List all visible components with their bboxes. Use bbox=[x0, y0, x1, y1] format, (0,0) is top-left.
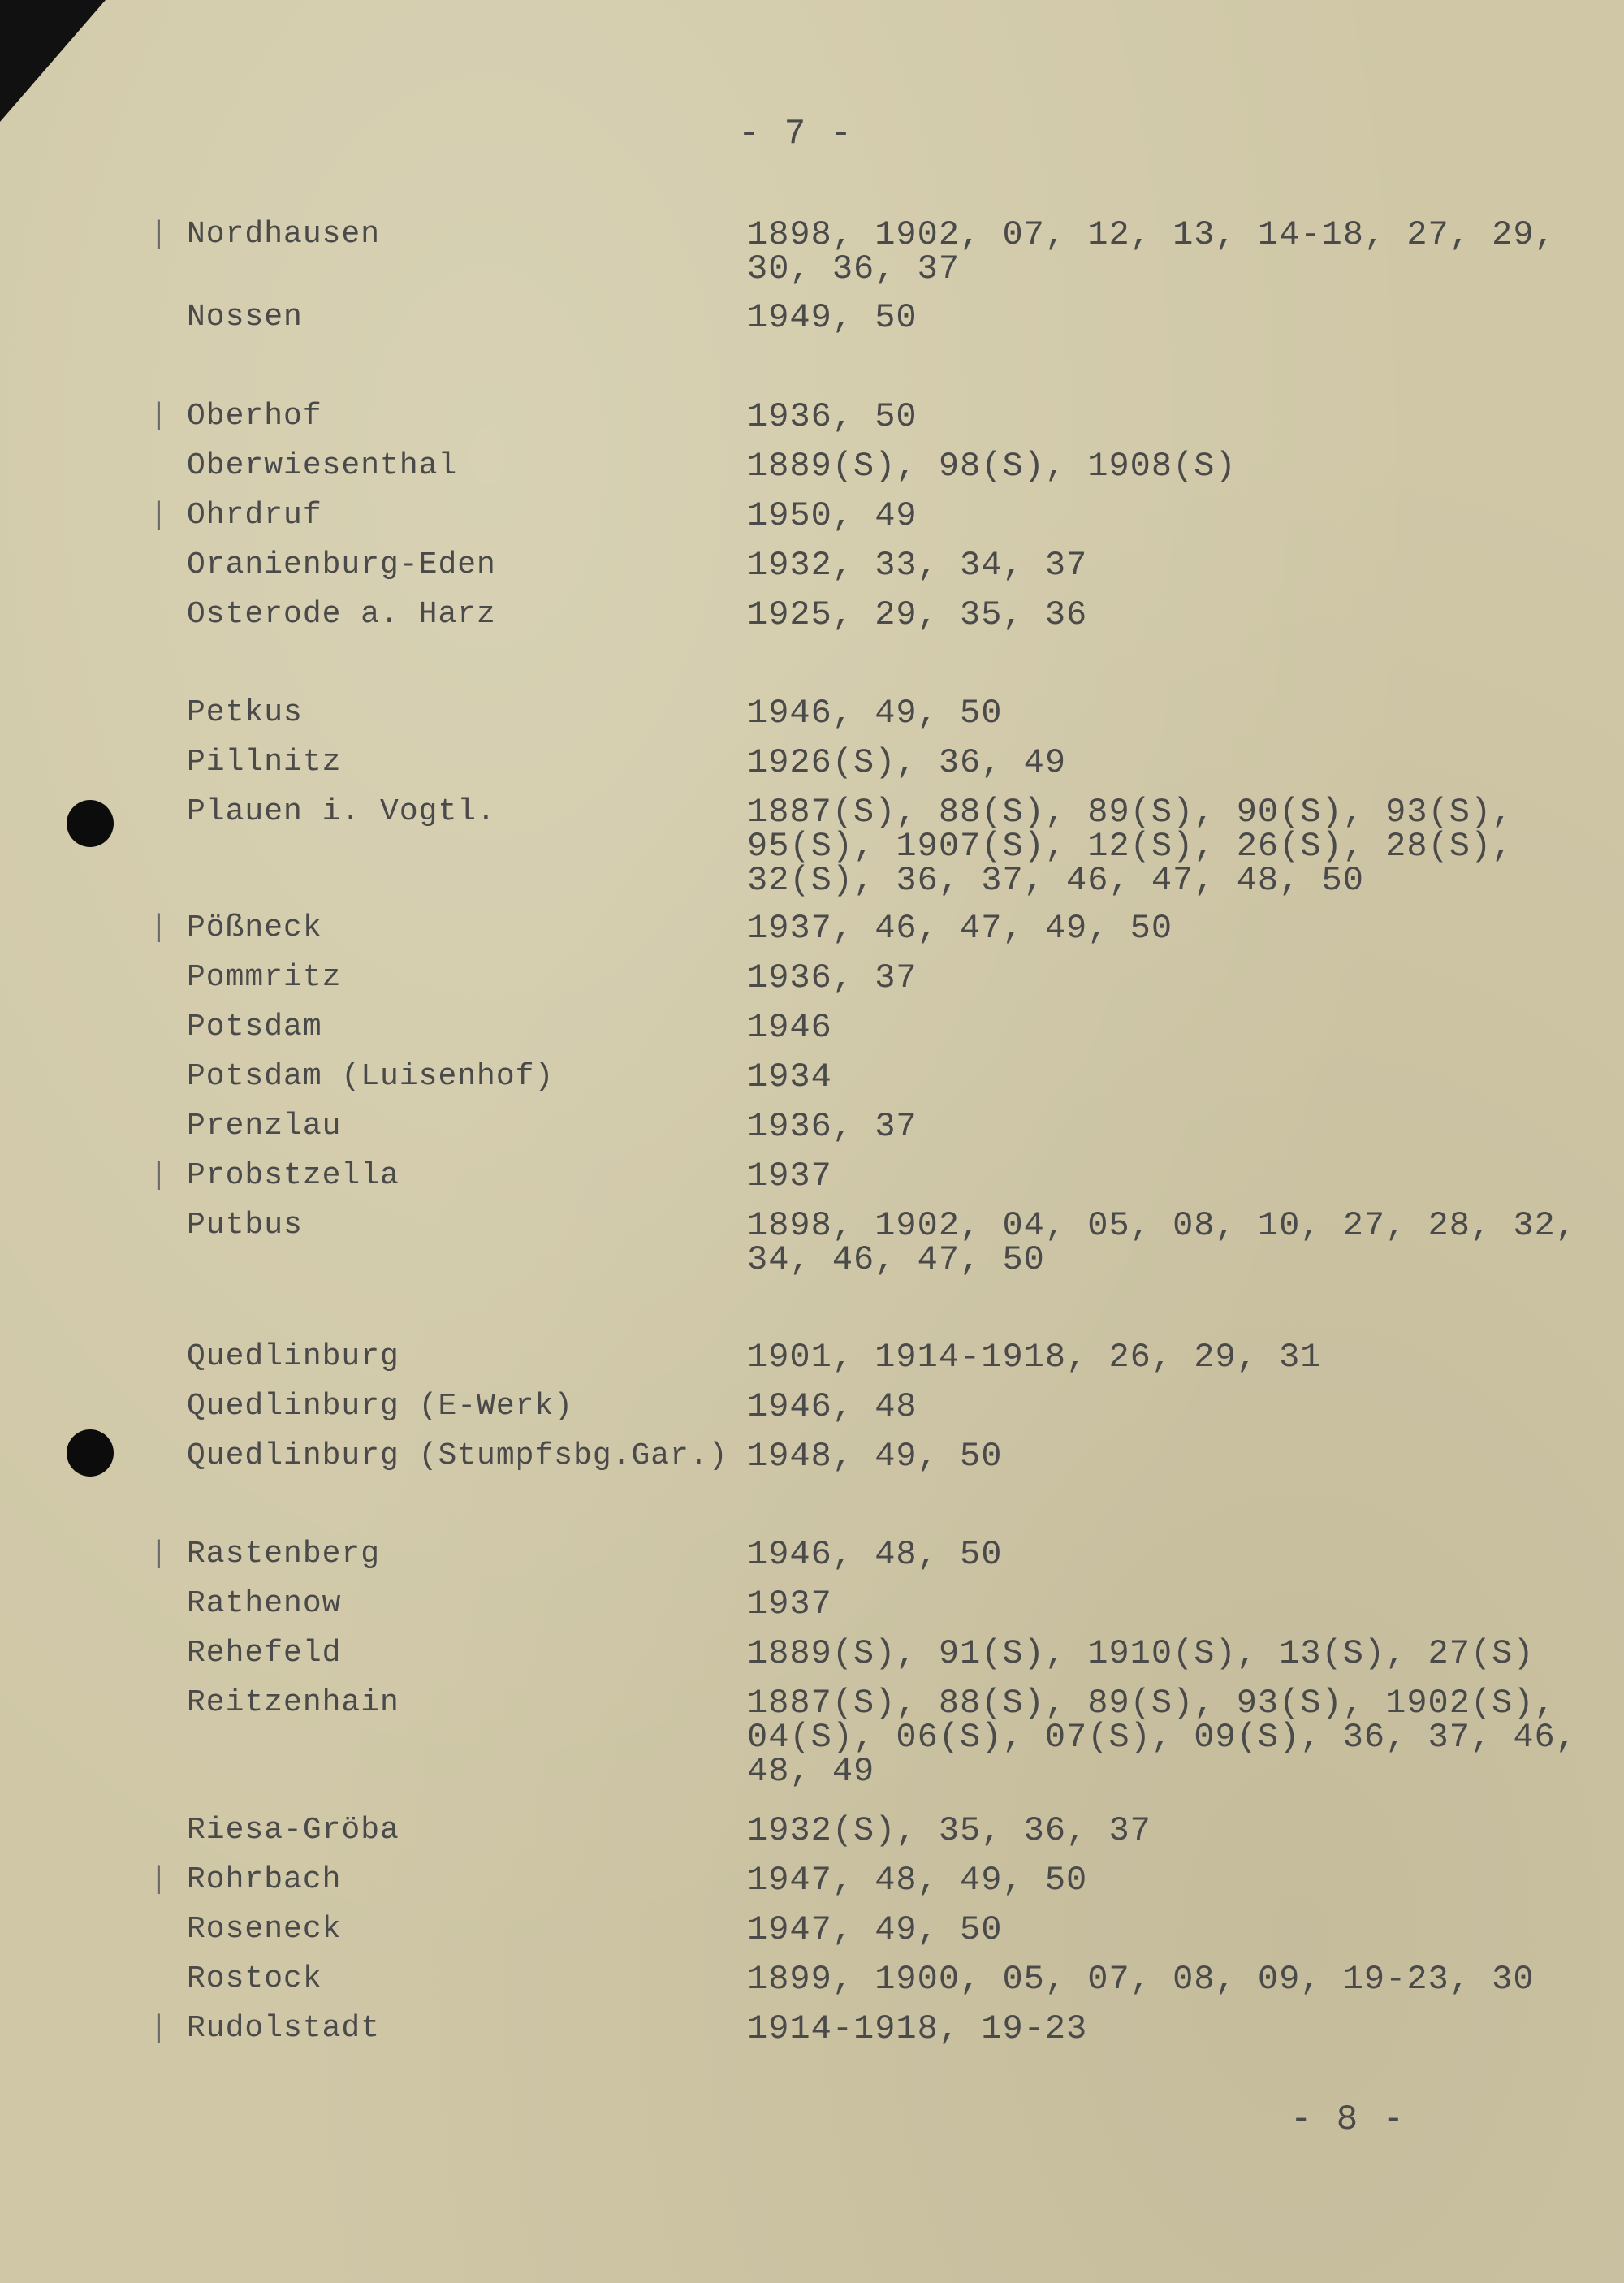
years-list: 1914-1918, 19-23 bbox=[747, 2009, 1088, 2048]
place-name: Osterode a. Harz bbox=[187, 597, 496, 632]
place-name: Putbus bbox=[187, 1208, 303, 1243]
place-name: Rehefeld bbox=[187, 1636, 342, 1671]
years-list: 1937 bbox=[747, 1157, 832, 1196]
years-list: 1946, 49, 50 bbox=[747, 694, 1003, 733]
years-list: 1889(S), 91(S), 1910(S), 13(S), 27(S) bbox=[747, 1634, 1535, 1673]
years-list: 1898, 1902, 07, 12, 13, 14-18, 27, 29, 30, 36, 37 bbox=[747, 215, 1556, 288]
place-name: Riesa-Gröba bbox=[187, 1813, 400, 1848]
place-name: Oberwiesenthal bbox=[187, 448, 458, 483]
place-name: Potsdam bbox=[187, 1010, 322, 1044]
place-name: Rastenberg bbox=[187, 1537, 381, 1572]
years-list: 1887(S), 88(S), 89(S), 90(S), 93(S), 95(S), 1907(S), 12(S), 26(S), 28(S), 32(S), 36, 37, 46, 47, 48, 50 bbox=[747, 793, 1514, 900]
years-list: 1932, 33, 34, 37 bbox=[747, 546, 1088, 585]
margin-mark: | bbox=[149, 1862, 168, 1897]
years-list: 1887(S), 88(S), 89(S), 93(S), 1902(S), 04(S), 06(S), 07(S), 09(S), 36, 37, 46, 48, 49 bbox=[747, 1684, 1577, 1791]
place-name: Quedlinburg (Stumpfsbg.Gar.) bbox=[187, 1438, 728, 1473]
years-list: 1926(S), 36, 49 bbox=[747, 743, 1067, 782]
years-list: 1934 bbox=[747, 1057, 832, 1096]
years-list: 1899, 1900, 05, 07, 08, 09, 19-23, 30 bbox=[747, 1960, 1535, 1999]
years-list: 1937, 46, 47, 49, 50 bbox=[747, 909, 1173, 948]
years-list: 1925, 29, 35, 36 bbox=[747, 595, 1088, 634]
years-list: 1937 bbox=[747, 1585, 832, 1624]
place-name: Nordhausen bbox=[187, 217, 381, 252]
place-name: Nossen bbox=[187, 300, 303, 335]
margin-mark: | bbox=[149, 498, 168, 533]
years-list: 1901, 1914-1918, 26, 29, 31 bbox=[747, 1338, 1322, 1377]
years-list: 1946 bbox=[747, 1008, 832, 1047]
place-name: Roseneck bbox=[187, 1912, 342, 1947]
margin-mark: | bbox=[149, 217, 168, 252]
place-name: Rathenow bbox=[187, 1586, 342, 1621]
place-name: Petkus bbox=[187, 695, 303, 730]
place-name: Oberhof bbox=[187, 399, 322, 434]
years-list: 1936, 37 bbox=[747, 958, 918, 997]
years-list: 1947, 48, 49, 50 bbox=[747, 1861, 1088, 1900]
place-name: Prenzlau bbox=[187, 1109, 342, 1144]
years-list: 1936, 37 bbox=[747, 1107, 918, 1146]
page-number: - 7 - bbox=[737, 114, 854, 154]
place-name: Probstzella bbox=[187, 1158, 400, 1193]
place-name: Ohrdruf bbox=[187, 498, 322, 533]
years-list: 1950, 49 bbox=[747, 496, 918, 535]
place-name: Reitzenhain bbox=[187, 1685, 400, 1720]
place-name: Quedlinburg (E-Werk) bbox=[187, 1389, 574, 1424]
margin-mark: | bbox=[149, 2011, 168, 2046]
margin-mark: | bbox=[149, 1537, 168, 1572]
margin-mark: | bbox=[149, 1158, 168, 1193]
years-list: 1946, 48 bbox=[747, 1387, 918, 1426]
years-list: 1898, 1902, 04, 05, 08, 10, 27, 28, 32, 34, 46, 47, 50 bbox=[747, 1206, 1577, 1279]
place-name: Oranienburg-Eden bbox=[187, 547, 496, 582]
place-name: Pommritz bbox=[187, 960, 342, 995]
place-name: Potsdam (Luisenhof) bbox=[187, 1059, 555, 1094]
years-list: 1947, 49, 50 bbox=[747, 1910, 1003, 1949]
years-list: 1948, 49, 50 bbox=[747, 1437, 1003, 1476]
years-list: 1946, 48, 50 bbox=[747, 1535, 1003, 1574]
place-name: Pößneck bbox=[187, 910, 322, 945]
margin-mark: | bbox=[149, 399, 168, 434]
place-name: Plauen i. Vogtl. bbox=[187, 794, 496, 829]
place-name: Rudolstadt bbox=[187, 2011, 381, 2046]
years-list: 1936, 50 bbox=[747, 397, 918, 436]
next-page-number: - 8 - bbox=[1289, 2099, 1406, 2140]
years-list: 1889(S), 98(S), 1908(S) bbox=[747, 447, 1237, 486]
margin-mark: | bbox=[149, 910, 168, 945]
place-name: Rostock bbox=[187, 1961, 322, 1996]
years-list: 1949, 50 bbox=[747, 298, 918, 337]
place-name: Quedlinburg bbox=[187, 1339, 400, 1374]
place-name: Pillnitz bbox=[187, 745, 342, 780]
place-name: Rohrbach bbox=[187, 1862, 342, 1897]
years-list: 1932(S), 35, 36, 37 bbox=[747, 1811, 1151, 1850]
